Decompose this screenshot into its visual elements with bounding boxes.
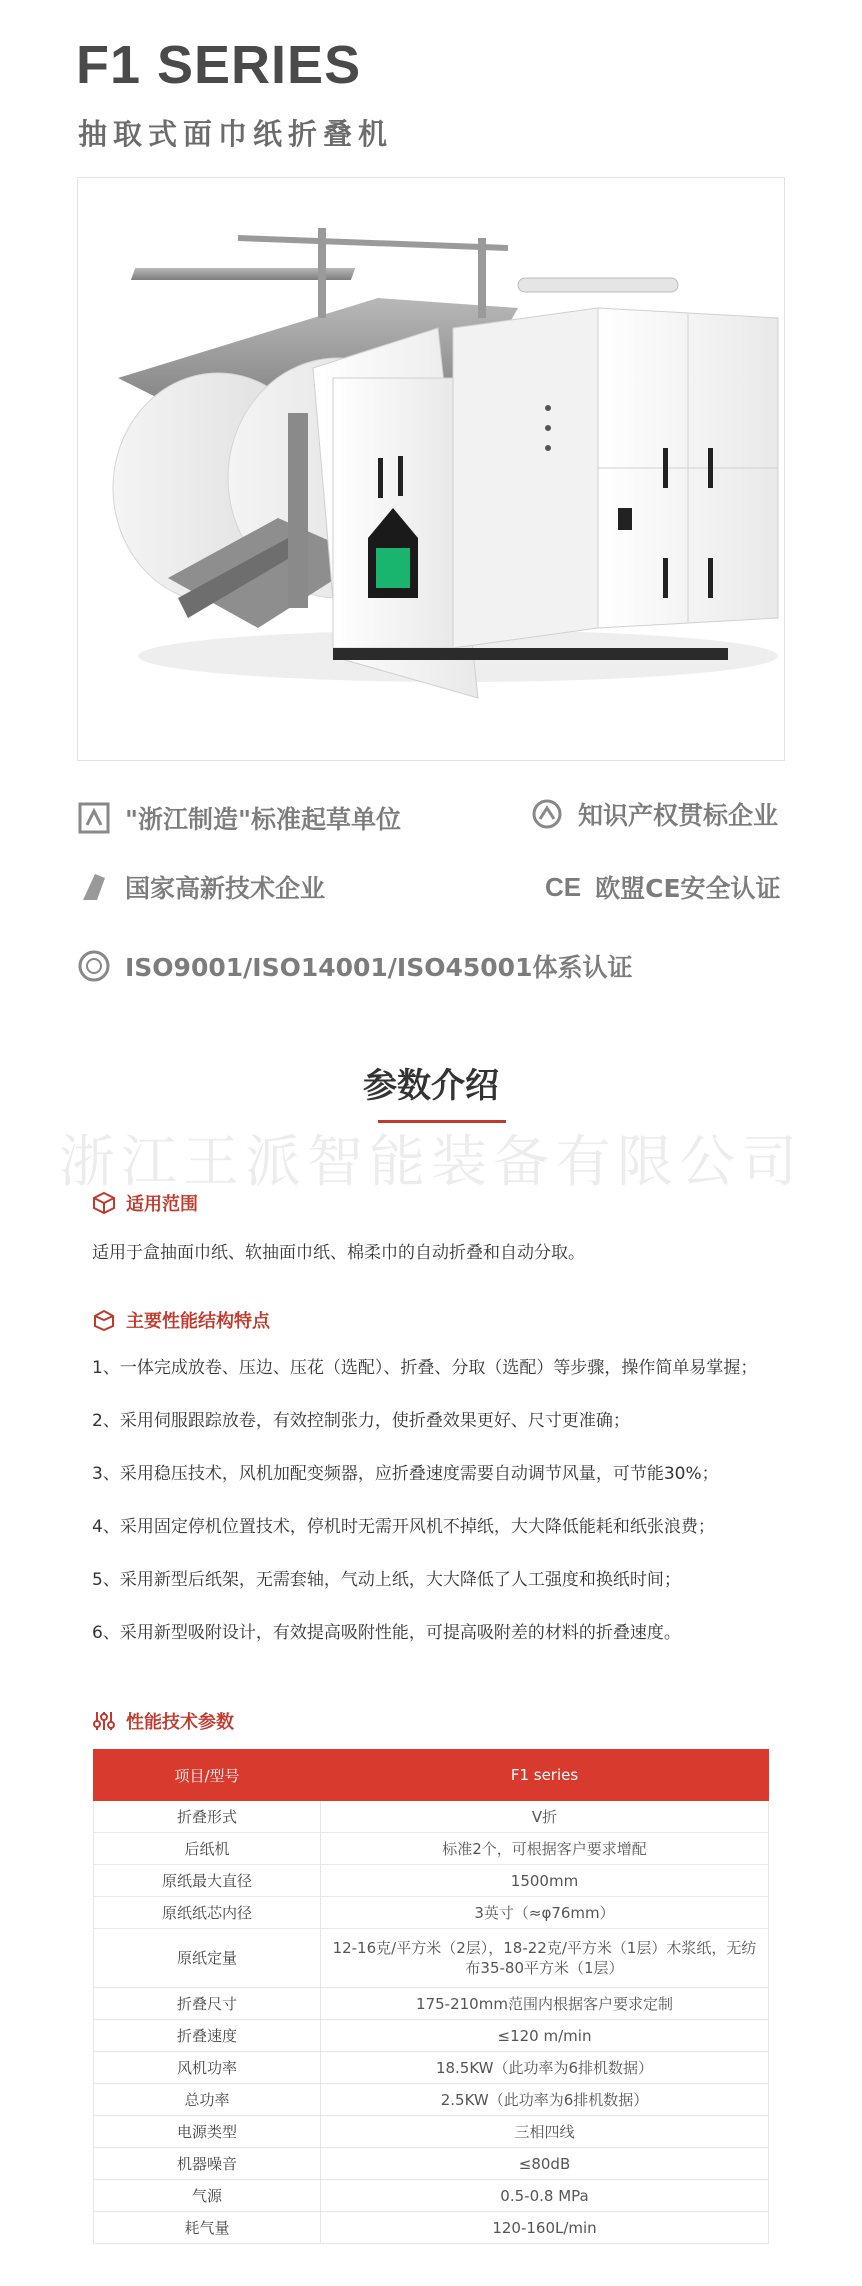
feature-item: 5、采用新型后纸架，无需套轴，气动上纸，大大降低了人工强度和换纸时间； [92,1570,681,1590]
cert-label: 知识产权贯标企业 [578,801,779,830]
table-row [94,2084,769,2116]
spec-key: 气源 [94,2180,321,2212]
spec-value: ≤80dB [321,2148,769,2180]
ip-icon [530,797,564,831]
application-heading-text: 适用范围 [126,1194,198,1215]
spec-key: 原纸纸芯内径 [94,1897,321,1929]
cert-ip [530,796,778,832]
header-cell-item: 项目/型号 [94,1750,321,1801]
spec-key: 折叠尺寸 [94,1988,321,2020]
cert-label: 国家高新技术企业 [125,874,326,903]
feature-item: 2、采用伺服跟踪放卷，有效控制张力，使折叠效果更好、尺寸更准确； [92,1411,630,1431]
spec-key: 电源类型 [94,2116,321,2148]
header-cell-model: F1 series [321,1750,769,1801]
spec-value: 1500mm [321,1865,769,1897]
features-heading-text: 主要性能结构特点 [126,1311,270,1332]
spec-value: 2.5KW（此功率为6排机数据） [321,2084,769,2116]
hightech-icon [77,870,111,904]
spec-key: 折叠形式 [94,1801,321,1833]
spec-key: 折叠速度 [94,2020,321,2052]
table-row [94,1865,769,1897]
table-row [94,1988,769,2020]
page-subtitle: 抽取式面巾纸折叠机 [78,117,394,151]
box-icon [92,1308,116,1332]
application-heading [92,1190,198,1216]
spec-value: 18.5KW（此功率为6排机数据） [321,2052,769,2084]
company-watermark: 浙江王派智能装备有限公司 [59,1130,803,1195]
table-row [94,2020,769,2052]
spec-value: ≤120 m/min [321,2020,769,2052]
spec-value: 3英寸（≈φ76mm） [321,1897,769,1929]
table-row [94,1833,769,1865]
feature-item: 1、一体完成放卷、压边、压花（选配）、折叠、分取（选配）等步骤，操作简单易掌握； [92,1358,758,1378]
spec-value: V折 [321,1801,769,1833]
table-row [94,2212,769,2244]
spec-value: 175-210mm范围内根据客户要求定制 [321,1988,769,2020]
spec-key: 原纸最大直径 [94,1865,321,1897]
zhejiang-made-icon [77,801,111,835]
application-text: 适用于盒抽面巾纸、软抽面巾纸、棉柔巾的自动折叠和自动分取。 [92,1243,585,1263]
spec-table [93,1749,769,2244]
feature-item: 3、采用稳压技术，风机加配变频器，应折叠速度需要自动调节风量，可节能30%； [92,1464,719,1484]
table-row [94,1897,769,1929]
iso-icon [77,949,111,983]
table-header-row [94,1750,769,1801]
section-title: 参数介绍 [363,1066,499,1106]
spec-value: 三相四线 [321,2116,769,2148]
cert-zhejiang-made [77,800,401,836]
spec-key: 后纸机 [94,1833,321,1865]
cert-iso [77,948,632,984]
spec-key: 耗气量 [94,2212,321,2244]
cert-hightech [77,869,325,905]
table-row [94,2116,769,2148]
spec-key: 原纸定量 [94,1929,321,1988]
spec-value: 12-16克/平方米（2层），18-22克/平方米（1层）木浆纸，无纺布35-80平方米（1层） [321,1929,769,1988]
cert-label: ISO9001/ISO14001/ISO45001体系认证 [125,953,633,982]
table-row [94,1801,769,1833]
specs-heading [92,1708,234,1734]
feature-item: 4、采用固定停机位置技术，停机时无需开风机不掉纸，大大降低能耗和纸张浪费； [92,1517,715,1537]
folding-machine-illustration [78,178,784,760]
spec-value: 标准2个，可根据客户要求增配 [321,1833,769,1865]
features-heading [92,1307,270,1333]
spec-key: 风机功率 [94,2052,321,2084]
table-row [94,1929,769,1988]
cert-label: 欧盟CE安全认证 [595,874,781,903]
product-image [77,177,785,761]
spec-key: 机器噪音 [94,2148,321,2180]
spec-value: 0.5-0.8 MPa [321,2180,769,2212]
table-row [94,2052,769,2084]
cert-ce [545,869,781,905]
specs-heading-text: 性能技术参数 [126,1712,234,1733]
cert-label: "浙江制造"标准起草单位 [125,805,402,834]
spec-value: 120-160L/min [321,2212,769,2244]
sliders-icon [92,1709,116,1733]
page-title: F1 SERIES [76,35,362,95]
ce-icon: CE [545,871,582,902]
spec-key: 总功率 [94,2084,321,2116]
cube-icon [92,1191,116,1215]
table-row [94,2180,769,2212]
table-row [94,2148,769,2180]
feature-item: 6、采用新型吸附设计，有效提高吸附性能，可提高吸附差的材料的折叠速度。 [92,1623,681,1643]
